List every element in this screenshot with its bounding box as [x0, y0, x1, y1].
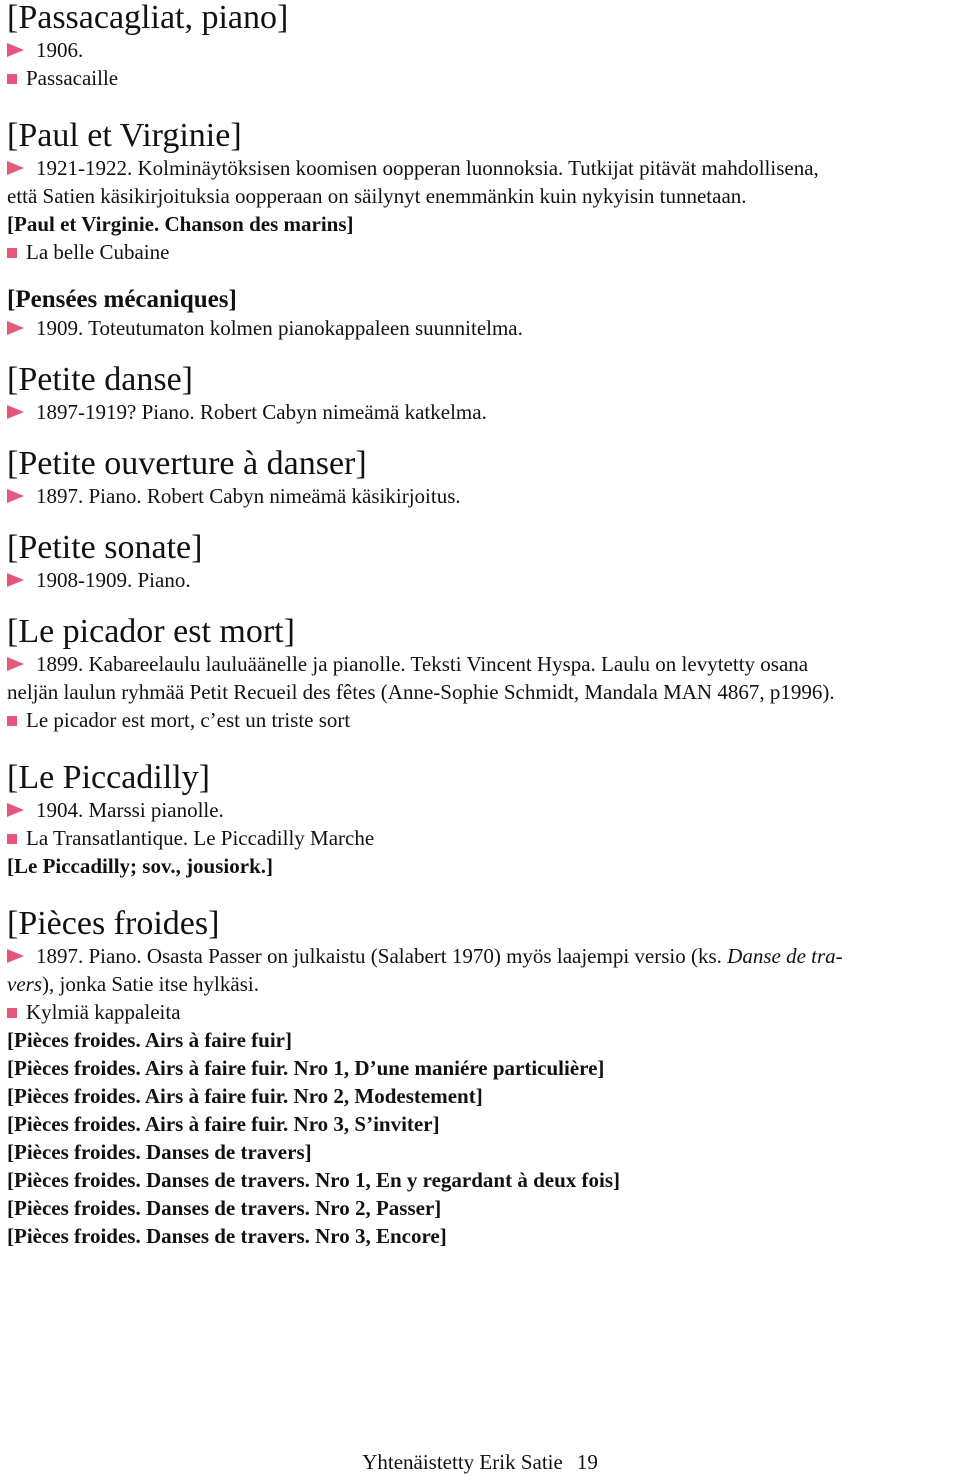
entry-note [7, 36, 957, 64]
square-bullet-icon [7, 834, 17, 844]
entry-note [7, 398, 957, 426]
entry-note [7, 566, 957, 594]
note-text: 1906. [36, 38, 84, 62]
entry-subtitle: [Pièces froides. Airs à faire fuir. Nro 2, Modestement] [7, 1084, 483, 1108]
entry-alt-title [7, 824, 957, 852]
entry-note-cont: että Satien käsikirjoituksia oopperaan on säilynyt enemmänkin kuin nykyisin tunnetaan. [7, 184, 747, 208]
note-italic-text: Danse de tra- [727, 944, 843, 968]
entry-note [7, 650, 957, 678]
entry-title: [Petite sonate] [7, 529, 203, 566]
entry-note-cont [7, 970, 957, 998]
note-italic-text: vers [7, 972, 42, 996]
footer-title: Yhtenäistetty Erik Satie [362, 1450, 563, 1474]
triangle-bullet-icon [7, 489, 24, 503]
alt-title-text: La Transatlantique. Le Piccadilly Marche [26, 826, 375, 850]
entry-subtitle: [Pièces froides. Danses de travers] [7, 1140, 312, 1164]
entry-subtitle: [Le Piccadilly; sov., jousiork.] [7, 854, 273, 878]
entry-subtitle: [Pièces froides. Airs à faire fuir. Nro 1, D’une maniére particulière] [7, 1056, 605, 1080]
entry-paul-et-virginie [7, 118, 957, 266]
alt-title-text: Kylmiä kappaleita [26, 1000, 181, 1024]
entry-title: [Petite ouverture à danser] [7, 445, 367, 482]
entry-alt-title [7, 706, 957, 734]
entry-title: [Le picador est mort] [7, 613, 295, 650]
square-bullet-icon [7, 1008, 17, 1018]
triangle-bullet-icon [7, 161, 24, 175]
square-bullet-icon [7, 74, 17, 84]
entry-le-piccadilly [7, 760, 957, 880]
note-text: 1904. Marssi pianolle. [36, 798, 224, 822]
entry-title: [Passacagliat, piano] [7, 0, 289, 36]
document-page [7, 0, 957, 1250]
entry-pieces-froides [7, 906, 957, 1250]
note-text: 1899. Kabareelaulu lauluäänelle ja pianolle. Teksti Vincent Hyspa. Laulu on levytetty osana [36, 652, 809, 676]
entry-subtitle: [Pièces froides. Danses de travers. Nro 2, Passer] [7, 1196, 442, 1220]
entry-subtitle: [Pièces froides. Airs à faire fuir] [7, 1028, 292, 1052]
note-text: 1908-1909. Piano. [36, 568, 191, 592]
alt-title-text: La belle Cubaine [26, 240, 170, 264]
entry-note [7, 796, 957, 824]
triangle-bullet-icon [7, 321, 24, 335]
alt-title-text: Le picador est mort, c’est un triste sort [26, 708, 351, 732]
entry-petite-ouverture [7, 446, 957, 510]
entry-title: [Pensées mécaniques] [7, 286, 237, 313]
entry-title: [Le Piccadilly] [7, 759, 210, 796]
entry-alt-title [7, 64, 957, 92]
entry-note-cont: neljän laulun ryhmää Petit Recueil des fêtes (Anne-Sophie Schmidt, Mandala MAN 4867, p1996). [7, 680, 835, 704]
entry-alt-title [7, 238, 957, 266]
entry-note [7, 314, 957, 342]
note-text: 1909. Toteutumaton kolmen pianokappaleen suunnitelma. [36, 316, 523, 340]
entry-subtitle: [Paul et Virginie. Chanson des marins] [7, 212, 354, 236]
triangle-bullet-icon [7, 949, 24, 963]
triangle-bullet-icon [7, 803, 24, 817]
entry-petite-danse [7, 362, 957, 426]
page-footer [0, 1448, 960, 1476]
square-bullet-icon [7, 716, 17, 726]
alt-title-text: Passacaille [26, 66, 119, 90]
entry-title: [Pièces froides] [7, 905, 220, 942]
entry-title: [Petite danse] [7, 361, 193, 398]
triangle-bullet-icon [7, 43, 24, 57]
triangle-bullet-icon [7, 657, 24, 671]
entry-note [7, 942, 957, 970]
square-bullet-icon [7, 248, 17, 258]
entry-title: [Paul et Virginie] [7, 117, 242, 154]
entry-pensees-mecaniques [7, 286, 957, 342]
note-text: 1897-1919? Piano. Robert Cabyn nimeämä katkelma. [36, 400, 487, 424]
note-text: 1921-1922. Kolminäytöksisen koomisen oopperan luonnoksia. Tutkijat pitävät mahdollisena, [36, 156, 819, 180]
note-text: ), jonka Satie itse hylkäsi. [42, 972, 259, 996]
entry-subtitle: [Pièces froides. Airs à faire fuir. Nro 3, S’inviter] [7, 1112, 440, 1136]
note-text: 1897. Piano. Robert Cabyn nimeämä käsikirjoitus. [36, 484, 461, 508]
triangle-bullet-icon [7, 405, 24, 419]
entry-note [7, 154, 957, 182]
triangle-bullet-icon [7, 573, 24, 587]
entry-passacagliat [7, 0, 957, 92]
entry-petite-sonate [7, 530, 957, 594]
entry-alt-title [7, 998, 957, 1026]
note-text: 1897. Piano. Osasta Passer on julkaistu (Salabert 1970) myös laajempi versio (ks. [36, 944, 728, 968]
entry-subtitle: [Pièces froides. Danses de travers. Nro 1, En y regardant à deux fois] [7, 1168, 621, 1192]
page-number: 19 [576, 1450, 598, 1474]
entry-le-picador [7, 614, 957, 734]
entry-subtitle: [Pièces froides. Danses de travers. Nro 3, Encore] [7, 1224, 447, 1248]
entry-note [7, 482, 957, 510]
